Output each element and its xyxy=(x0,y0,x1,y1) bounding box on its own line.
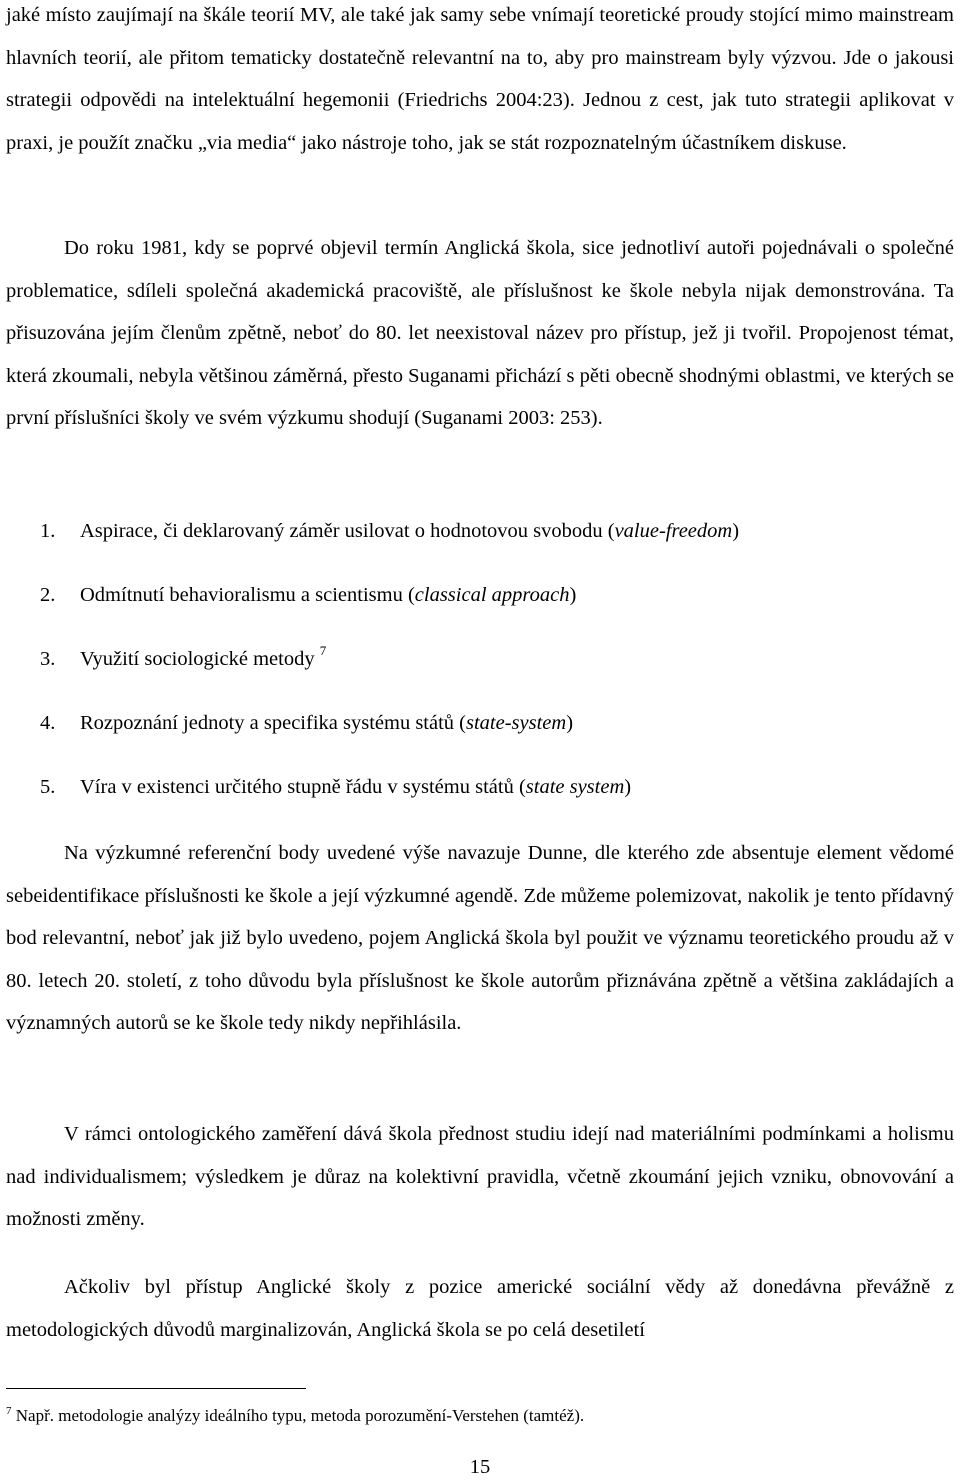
list-item-number: 2. xyxy=(40,584,56,606)
paragraph-5: Ačkoliv byl přístup Anglické školy z pozice americké sociální vědy až donedávna převážně z metodologických důvodů marginalizován, Anglická škola se po celá desetiletí xyxy=(6,1276,954,1341)
list-item xyxy=(40,638,739,702)
list-item-text: Odmítnutí behavioralismu a scientismu ( xyxy=(80,584,415,606)
list-item xyxy=(40,574,739,638)
paragraph-4: V rámci ontologického zaměření dává škola přednost studiu idejí nad materiálními podmínkami a holismu nad individualismem; výsledkem je důraz na kolektivní pravidla, včetně zkoumání jejich vzniku, obnovování a možnosti změny. xyxy=(6,1123,954,1231)
footnote-text: Např. metodologie analýzy ideálního typu, metoda porozumění-Verstehen (tamtéž). xyxy=(11,1406,585,1425)
footnote-divider xyxy=(6,1388,306,1389)
list-item-number: 4. xyxy=(40,712,56,734)
footnote-mark: 7 xyxy=(6,1405,12,1417)
list-item-text: Víra v existenci určitého stupně řádu v systému států ( xyxy=(80,776,526,798)
list-item-term: value-freedom xyxy=(614,520,733,542)
paragraph-2: Do roku 1981, kdy se poprvé objevil termín Anglická škola, sice jednotliví autoři pojednávali o společné problematice, sdíleli společná akademická pracoviště, ale příslušnost ke škole nebyla nijak demonstrována. Ta přisuzována jejím členům zpětně, neboť do 80. let neexistoval název pro přístup, jež ji tvořil. Propojenost témat, která zkoumali, nebyla většinou záměrná, přesto Suganami přichází s pěti obecně shodnými oblastmi, ve kterých se první příslušníci školy ve svém výzkumu shodují (Suganami 2003: 253). xyxy=(6,237,954,430)
research-points-list xyxy=(40,510,739,830)
list-item-term: classical approach xyxy=(414,584,570,606)
footnote xyxy=(6,1400,584,1432)
page-number: 15 xyxy=(469,1456,491,1478)
list-item-text: Rozpoznání jednoty a specifika systému států ( xyxy=(80,712,466,734)
paragraph-1: jaké místo zaujímají na škále teorií MV, ale také jak samy sebe vnímají teoretické proudy stojící mimo mainstream hlavních teorií, ale přitom tematicky dostatečně relevantní na to, aby pro mainstream byly výzvou. Jde o jakousi strategii odpovědi na intelektuální hegemonii (Friedrichs 2004:23). Jednou z cest, jak tuto strategii aplikovat v praxi, je použít značku „via media“ jako nástroje toho, jak se stát rozpoznatelným účastníkem diskuse. xyxy=(6,4,954,154)
list-item-number: 1. xyxy=(40,520,56,542)
list-item-close: ) xyxy=(732,520,740,542)
list-item xyxy=(40,766,739,830)
document-page xyxy=(6,0,954,1480)
list-item-text: Využití sociologické metody xyxy=(80,648,320,670)
list-item-close: ) xyxy=(566,712,574,734)
list-item-text: Aspirace, či deklarovaný záměr usilovat o hodnotovou svobodu ( xyxy=(80,520,615,542)
list-item-close: ) xyxy=(569,584,577,606)
list-item-close: ) xyxy=(624,776,632,798)
list-item xyxy=(40,510,739,574)
list-item-number: 5. xyxy=(40,776,56,798)
paragraph-3: Na výzkumné referenční body uvedené výše navazuje Dunne, dle kterého zde absentuje element vědomé sebeidentifikace příslušnosti ke škole a její výzkumné agendě. Zde můžeme polemizovat, nakolik je tento přídavný bod relevantní, neboť jak již bylo uvedeno, pojem Anglická škola byl použit ve významu teoretického proudu až v 80. letech 20. století, z toho důvodu byla příslušnost ke škole autorům přiznávána zpětně a většina zakládajích a významných autorů se ke škole tedy nikdy nepřihlásila. xyxy=(6,842,954,1035)
list-item xyxy=(40,702,739,766)
list-item-term: state system xyxy=(525,776,625,798)
list-item-term: state-system xyxy=(466,712,567,734)
list-item-number: 3. xyxy=(40,648,56,670)
footnote-reference[interactable]: 7 xyxy=(319,643,327,658)
